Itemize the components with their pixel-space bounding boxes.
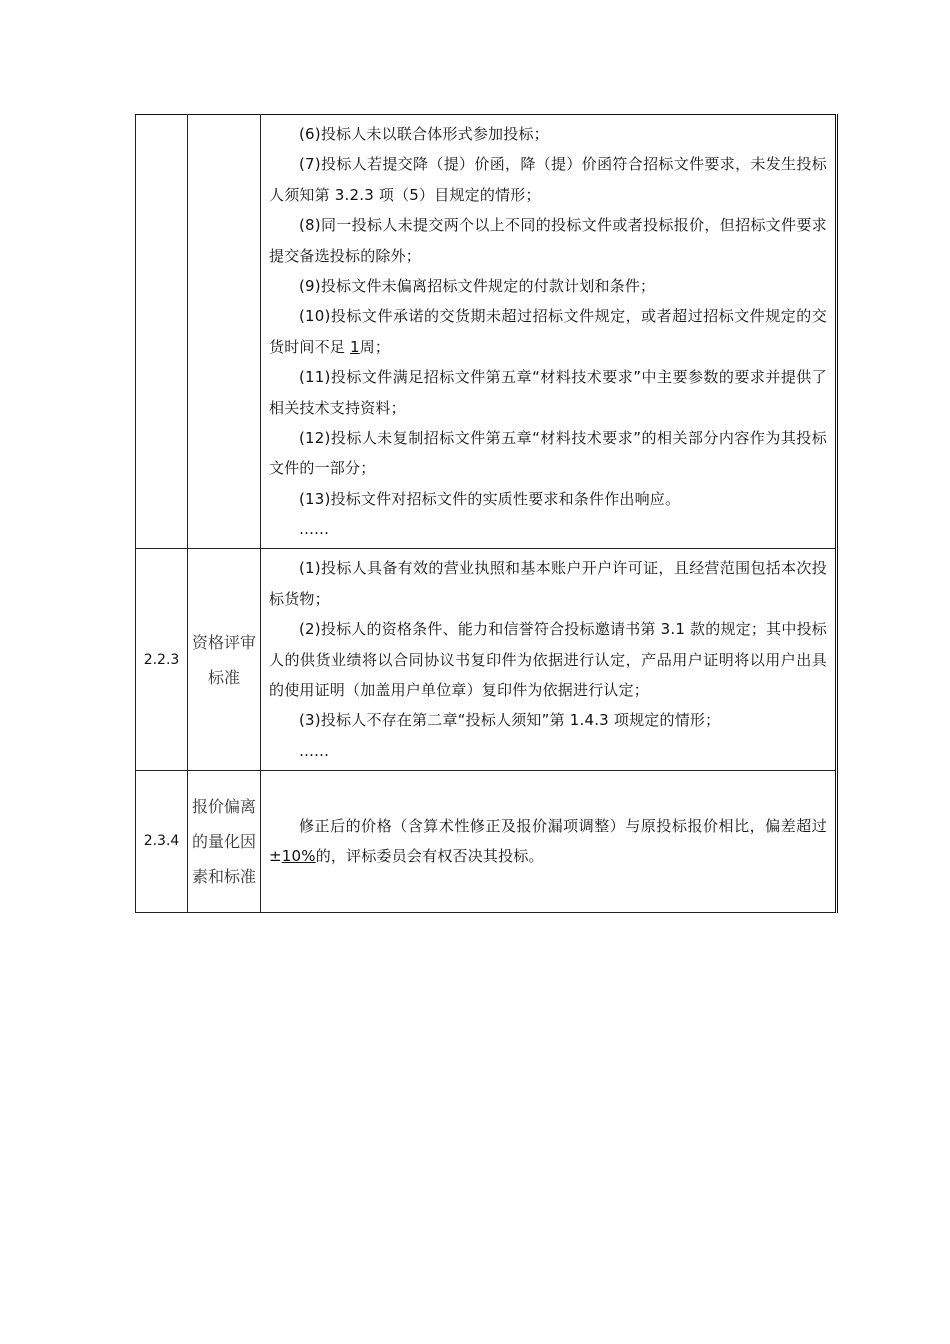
clause-content-cell: [261, 115, 837, 549]
clause-content-cell: [261, 770, 837, 912]
table-row: [136, 770, 837, 912]
clause-label-cell: 资格评审标准: [188, 549, 261, 770]
criteria-line: (12)投标人未复制招标文件第五章“材料技术要求”的相关部分内容作为其投标文件的一部分；: [269, 429, 827, 478]
criteria-line: (11)投标文件满足招标文件第五章“材料技术要求”中主要参数的要求并提供了相关技术支持资料；: [269, 368, 827, 417]
ellipsis: ……: [299, 520, 329, 539]
criteria-line: (1)投标人具备有效的营业执照和基本账户开户许可证，且经营范围包括本次投标货物；: [269, 559, 827, 608]
criteria-line-text: 修正后的价格（含算术性修正及报价漏项调整）与原投标报价相比，偏差超过±: [269, 816, 827, 866]
table-row: [136, 115, 837, 549]
criteria-line: (9)投标文件未偏离招标文件规定的付款计划和条件；: [299, 277, 656, 296]
deviation-threshold-value: 10%: [281, 847, 316, 866]
criteria-line: (3)投标人不存在第二章“投标人须知”第 1.4.3 项规定的情形；: [299, 711, 721, 730]
delivery-weeks-value: 1: [349, 337, 360, 356]
ellipsis: ……: [299, 741, 329, 760]
clause-label-cell: [188, 115, 261, 549]
criteria-line: [269, 301, 827, 362]
criteria-line: (6)投标人未以联合体形式参加投标；: [299, 125, 549, 143]
clause-content-cell: [261, 549, 837, 770]
criteria-line: (2)投标人的资格条件、能力和信誉符合投标邀请书第 3.1 款的规定；其中投标人的供货业绩将以合同协议书复印件为依据进行认定，产品用户证明将以用户出具的使用证明（加盖用户单位章）复印件为依据进行认定；: [269, 620, 827, 699]
criteria-line: [269, 811, 827, 872]
criteria-line-text: (10)投标文件承诺的交货期未超过招标文件规定，或者超过招标文件规定的交货时间不足: [269, 307, 827, 356]
clause-number-cell: 2.2.3: [136, 549, 188, 770]
clause-number-cell: [136, 115, 188, 549]
criteria-line: (8)同一投标人未提交两个以上不同的投标文件或者投标报价，但招标文件要求提交备选投标的除外；: [269, 216, 827, 265]
criteria-line: (7)投标人若提交降（提）价函，降（提）价函符合招标文件要求，未发生投标人须知第 3.2.3 项（5）目规定的情形；: [269, 155, 827, 204]
criteria-line-suffix: 的，评标委员会有权否决其投标。: [315, 847, 544, 866]
criteria-line: (13)投标文件对招标文件的实质性要求和条件作出响应。: [299, 489, 681, 508]
table-row: [136, 549, 837, 770]
clause-label-cell: 报价偏离的量化因素和标准: [188, 770, 261, 912]
clause-number-cell: 2.3.4: [136, 770, 188, 912]
evaluation-criteria-table: [135, 114, 838, 913]
criteria-line-suffix: 周；: [359, 337, 391, 356]
